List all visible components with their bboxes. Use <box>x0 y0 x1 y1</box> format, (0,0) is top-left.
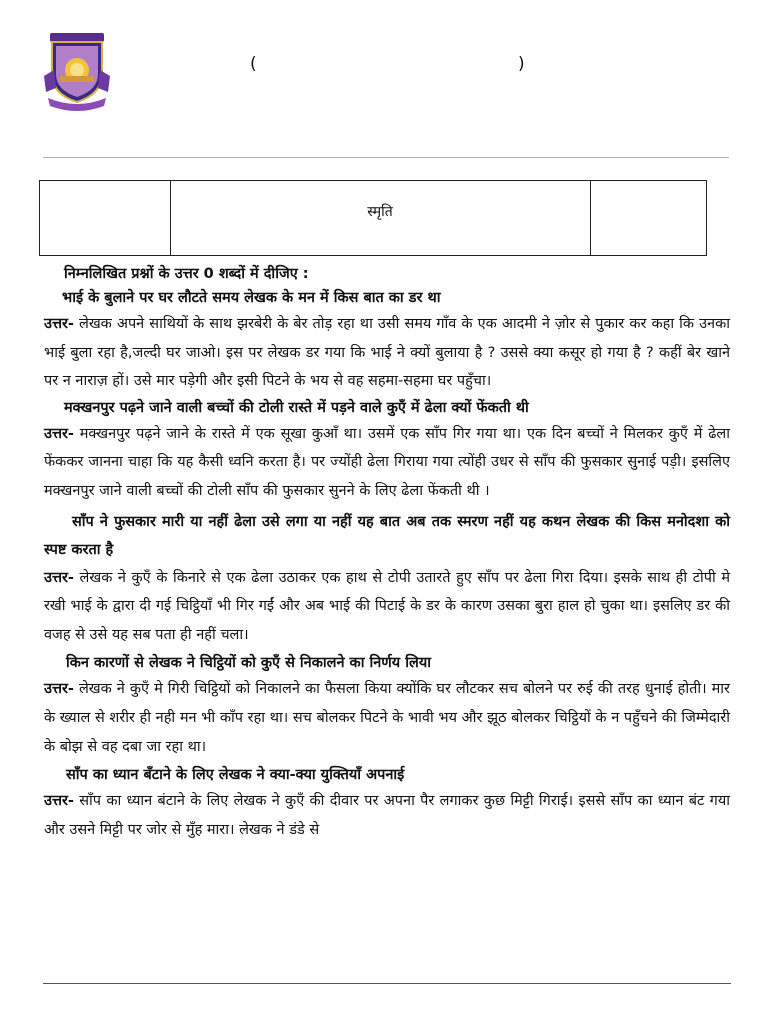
lesson-title: स्मृति <box>367 204 393 220</box>
topic-table <box>39 180 707 256</box>
answer-2 <box>44 420 730 506</box>
document-body <box>44 262 730 844</box>
school-logo <box>42 30 112 112</box>
header-paren-open: ( <box>250 54 257 74</box>
instruction-text: निम्नलिखित प्रश्नों के उत्तर 0 शब्दों में दीजिए : <box>64 266 309 282</box>
answer-5 <box>44 787 730 844</box>
question-1: भाई के बुलाने पर घर लौटते समय लेखक के मन में किस बात का डर था <box>62 290 441 306</box>
answer-label: उत्तर- <box>44 425 74 442</box>
answer-label: उत्तर- <box>44 316 74 332</box>
answer-3 <box>44 564 730 650</box>
answer-text: मक्खनपुर पढ़ने जाने के रास्ते में एक सूखा कुआँ था। उसमें एक साँप गिर गया था। एक दिन बच्चों ने मिलकर कुएँ में ढेला फेंककर जानना चाहा कि यह कैसी ध्वनि करता है। पर ज्योंही ढेला गिराया गया त्योंही उधर से साँप की फुसकार सुनाई पड़ी। इसलिए मक्खनपुर जाने वाली बच्चों की टोली साँप की फुसकार सुनने के लिए ढेला फेंकती थी । <box>44 425 730 499</box>
answer-text: लेखक अपने साथियों के साथ झरबेरी के बेर तोड़ रहा था उसी समय गाँव के एक आदमी ने ज़ोर से पुकार कर कहा कि उनका भाई बुला रहा है,जल्दी घर जाओ। इस पर लेखक डर गया कि भाई ने क्यों बुलाया है ? उससे क्या कसूर हो गया है ? कहीं बेर खाने पर न नाराज़ हों। उसे मार पड़ेगी और इसी पिटने के भय से वह सहमा-सहमा घर पहुँचा। <box>44 316 730 390</box>
question-2: मक्खनपुर पढ़ने जाने वाली बच्चों की टोली रास्ते में पड़ने वाले कुएँ में ढेला क्यों फेंकती थी <box>64 399 529 416</box>
question-3: साँप ने फुसकार मारी या नहीं ढेला उसे लगा या नहीं यह बात अब तक स्मरण नहीं यह कथन लेखक की किस मनोदशा को स्पष्ट करता है <box>44 513 730 558</box>
answer-text: लेखक ने कुएँ मे गिरी चिट्ठियों को निकालने का फैसला किया क्योंकि घर लौटकर सच बोलने पर रुई की तरह धुनाई होती। मार के ख्याल से शरीर ही नही मन भी काँप रहा था। सच बोलकर पिटने के भावी भय और झूठ बोलकर चिट्ठियों के न पहुँचने की जिम्मेदारी के बोझ से वह दबा जा रहा था। <box>44 681 730 755</box>
header-divider <box>43 157 729 158</box>
answer-label: उत्तर- <box>44 681 74 698</box>
answer-text: लेखक ने कुएँ के किनारे से एक ढेला उठाकर एक हाथ से टोपी उतारते हुए साँप पर ढेला गिरा दिया। इसके साथ ही टोपी मे रखी भाई के द्वारा दी गई चिट्ठियाँ भी गिर गईं और अब भाई की पिटाई के डर के कारण उसका बुरा हाल हो चुका था। इसलिए डर की वजह से उसे यह सब पता ही नहीं चला। <box>44 569 730 643</box>
answer-label: उत्तर- <box>44 569 74 586</box>
answer-4 <box>44 675 730 761</box>
answer-text: साँप का ध्यान बंटाने के लिए लेखक ने कुएँ की दीवार पर अपना पैर लगाकर कुछ मिट्टी गिराई। इससे साँप का ध्यान बंट गया और उसने मिट्टी पर जोर से मुँह मारा। लेखक ने डंडे से <box>44 793 730 838</box>
question-4: किन कारणों से लेखक ने चिट्ठियों को कुएँ से निकालने का निर्णय लिया <box>66 655 431 672</box>
header-paren-close: ) <box>518 54 525 74</box>
question-5: साँप का ध्यान बँटाने के लिए लेखक ने क्या-क्या युक्तियाँ अपनाई <box>66 767 405 784</box>
footer-divider <box>43 983 731 984</box>
table-divider-right <box>590 181 591 255</box>
answer-1 <box>44 310 730 396</box>
answer-label: उत्तर- <box>44 793 74 810</box>
